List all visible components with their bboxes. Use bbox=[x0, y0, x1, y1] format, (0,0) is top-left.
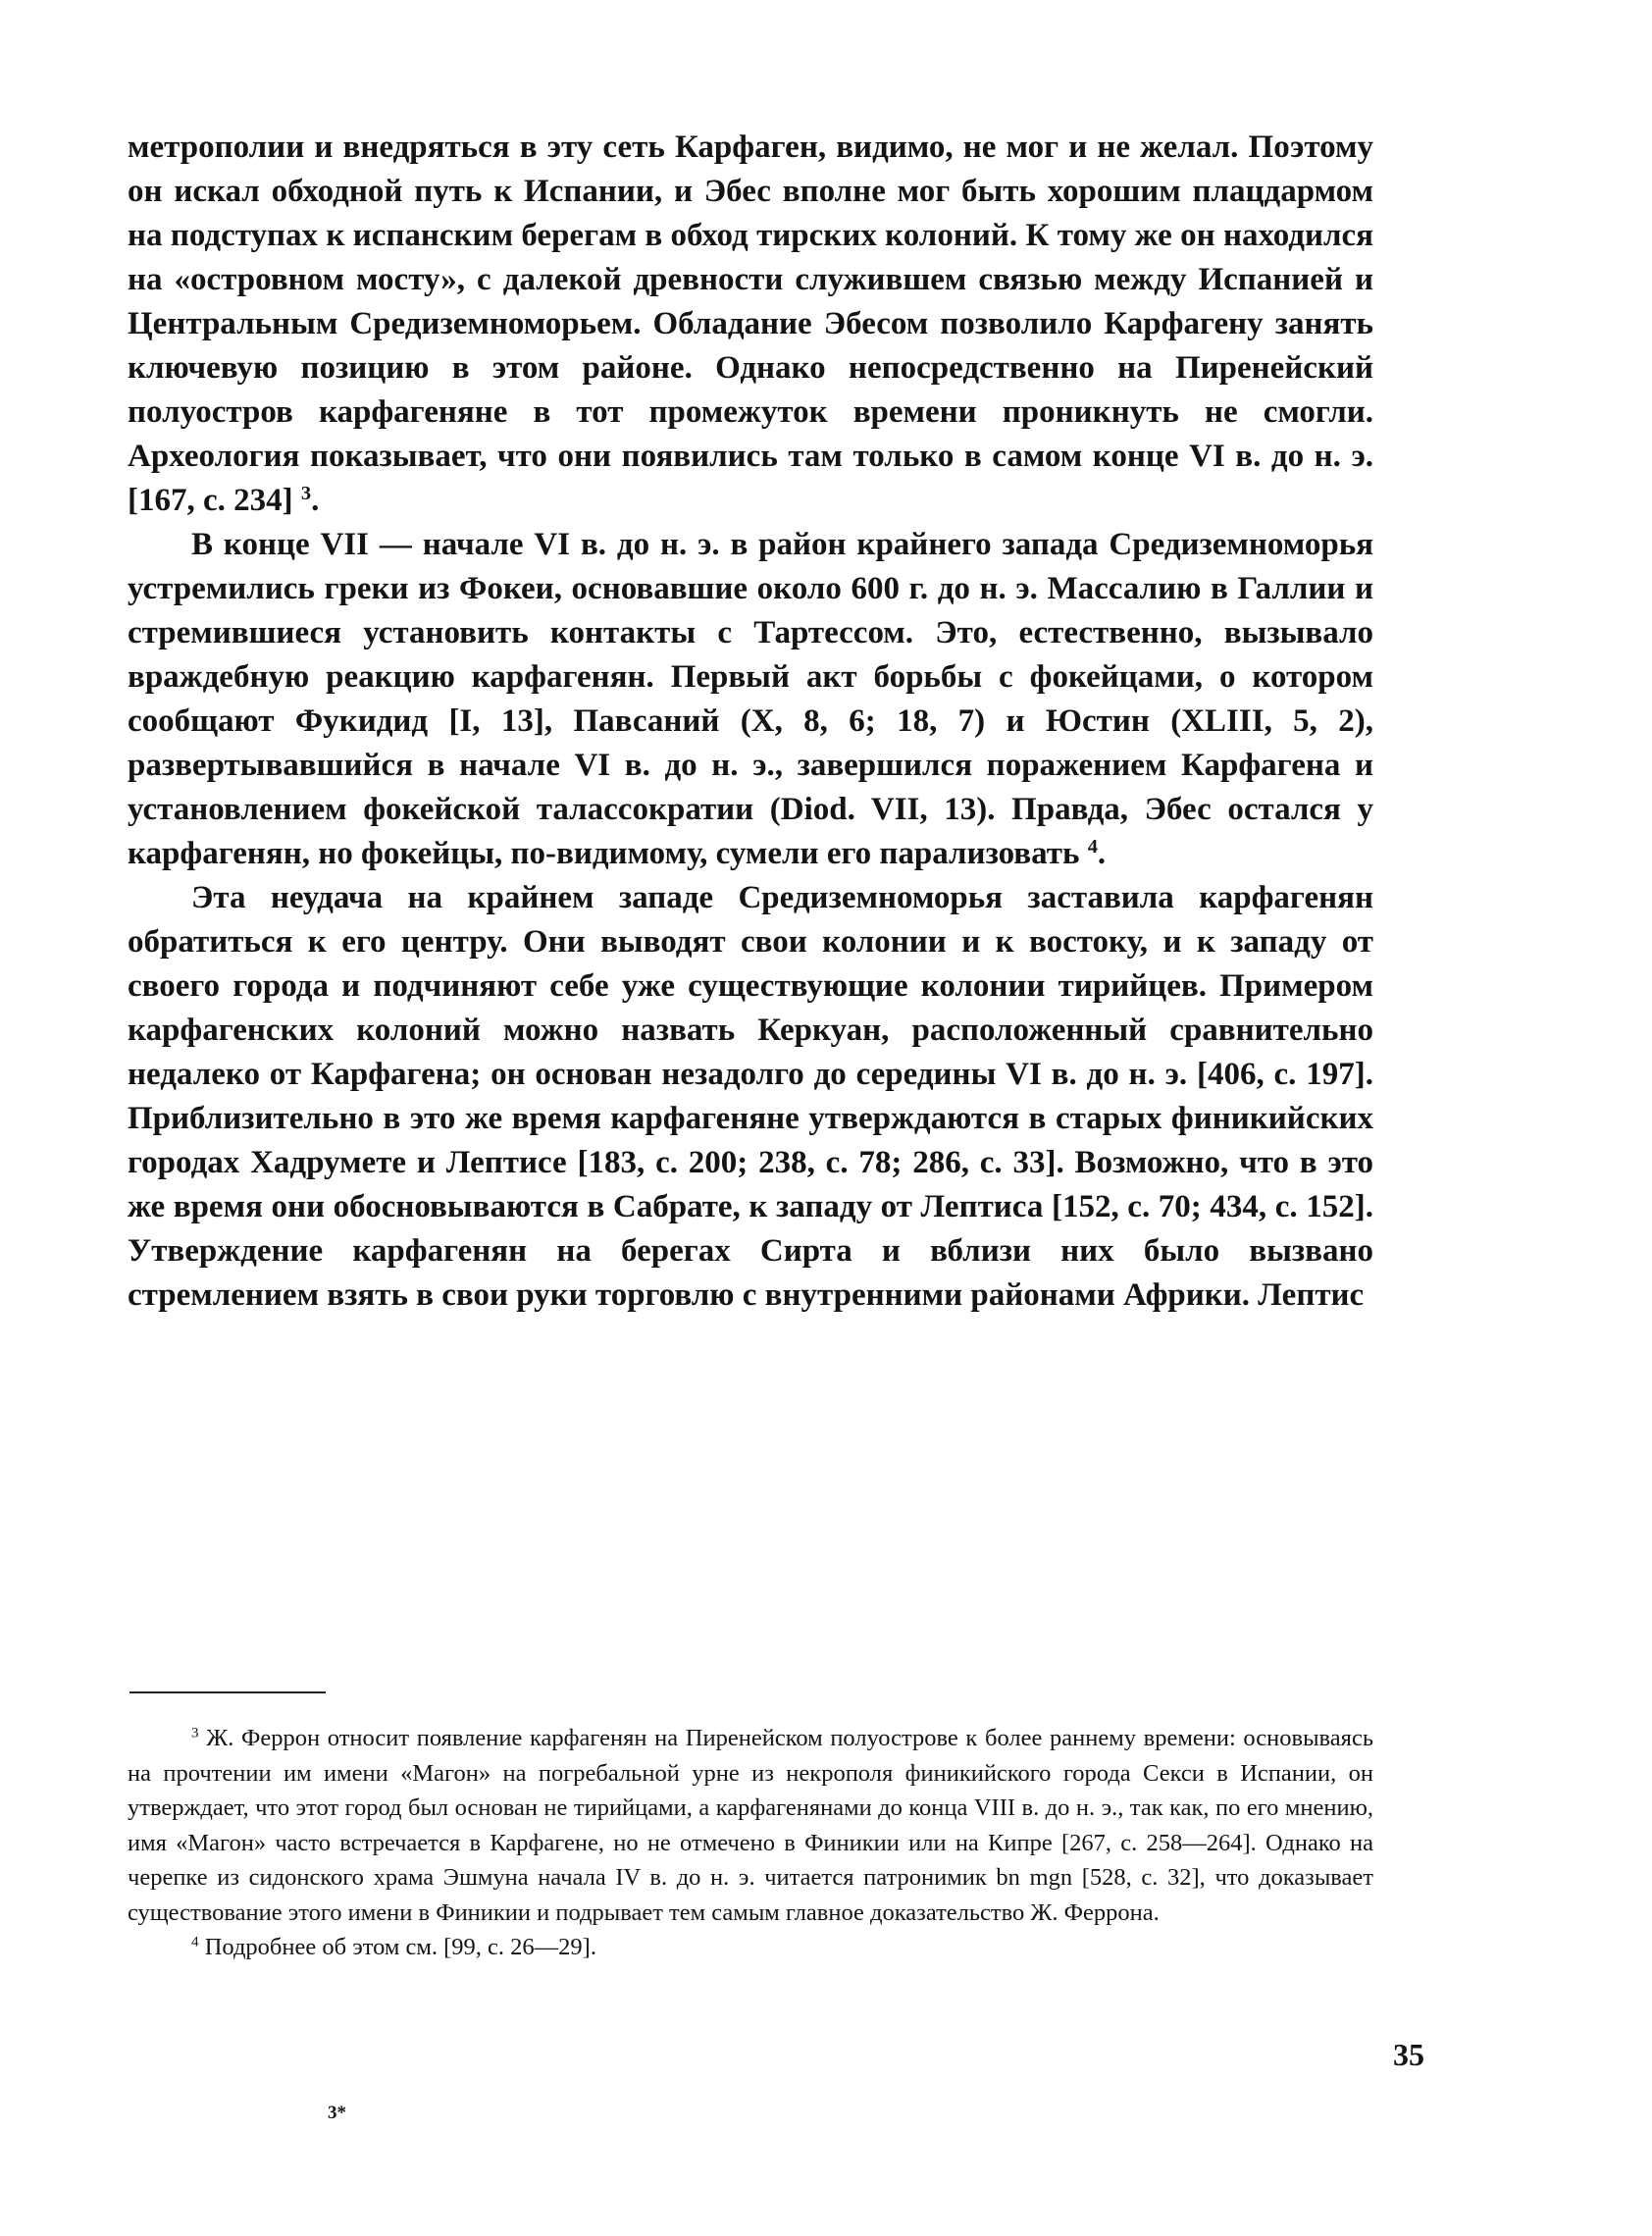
main-text bbox=[128, 126, 1373, 1318]
footnote-separator bbox=[129, 1691, 326, 1693]
footnote-4-number: 4 bbox=[191, 1933, 199, 1950]
footnote-4-text: Подробнее об этом см. [99, с. 26—29]. bbox=[204, 1934, 596, 1960]
paragraph-2: В конце VII — начале VI в. до н. э. в район крайнего запада Средиземноморья устремились греки из Фокеи, основавшие около 600 г. до н. э. Массалию в Галлии и стремившиеся установить контакты с Тартессом. Это, естественно, вызывало враждебную реакцию карфагенян. Первый акт борьбы с фокейцами, о котором сообщают Фукидид [I, 13], Павсаний (X, 8, 6; 18, 7) и Юстин (XLIII, 5, 2), развертывавшийся в начале VI в. до н. э., завершился поражением Карфагена и установлением фокейской талассократии (Diod. VII, 13). Правда, Эбес остался у карфагенян, но фокейцы, по-видимому, сумели его парализовать $^4$. bbox=[128, 527, 1373, 871]
paragraph-3-text: Эта неудача на крайнем западе Средиземноморья заставила карфагенян обратиться к его центру. Они выводят свои колонии и к востоку, и к западу от своего города и подчиняют себе уже существующие колонии тирийцев. Примером карфагенских колоний можно назвать Керкуан, расположенный сравнительно недалеко от Карфагена; он основан незадолго до середины VI в. до н. э. [406, с. 197]. Приблизительно в это же время карфагеняне утверждаются в старых финикийских городах Хадрумете и Лептисе [183, с. 200; 238, с. 78; 286, с. 33]. Возможно, что в это же время они обосновываются в Сабрате, к западу от Лептиса [152, с. 70; 434, с. 152]. Утверждение карфагенян на берегах Сирта и вблизи них было вызвано стремлением взять в свои руки торговлю с внутренними районами Африки. Лептис bbox=[128, 880, 1373, 1313]
page-number: 35 bbox=[1393, 2037, 1424, 2072]
note-ref-3: 3 bbox=[300, 482, 312, 504]
paragraph-3 bbox=[128, 876, 1373, 1318]
footnote-3-number: 3 bbox=[191, 1724, 199, 1742]
paragraph-1: метрополии и внедряться в эту сеть Карфаген, видимо, не мог и не желал. Поэтому он искал обходной путь к Испании, и Эбес вполне мог быть хорошим плацдармом на подступах к испанским берегам в обход тирских колоний. К тому же он находился на «островном мосту», с далекой древности служившем связью между Испанией и Центральным Средиземноморьем. Обладание Эбесом позволило Карфагену занять ключевую позицию в этом районе. Однако непосредственно на Пиренейский полуостров карфагеняне в тот промежуток времени проникнуть не смогли. Археология показывает, что они появились там только в самом конце VI в. до н. э. [167, с. 234] $^3$. bbox=[128, 130, 1373, 518]
footnote-3 bbox=[128, 1721, 1373, 1930]
footnote-4 bbox=[128, 1930, 1373, 1965]
signature-mark: 3* bbox=[328, 2103, 346, 2123]
footnotes bbox=[128, 1721, 1373, 1965]
paragraph-2-text: В конце VII — начале VI в. до н. э. в район крайнего запада Средиземноморья устремились греки из Фокеи, основавшие около 600 г. до н. э. Массалию в Галлии и стремившиеся установить контакты с Тартессом. Это, естественно, вызывало враждебную реакцию карфагенян. Первый акт борьбы с фокейцами, о котором сообщают Фукидид [I, 13], Павсаний (X, 8, 6; 18, 7) и Юстин (XLIII, 5, 2), развертывавшийся в начале VI в. до н. э., завершился поражением Карфагена и установлением фокейской талассократии (Diod. VII, 13). Правда, Эбес остался у карфагенян, но фокейцы, по-видимому, сумели его парализовать bbox=[128, 527, 1373, 871]
footnote-3-text: Ж. Феррон относит появление карфагенян на Пиренейском полуострове к более раннему времени: основываясь на прочтении им имени «Магон» на погребальной урне из некрополя финикийского города Секси в Испании, он утверждает, что этот город был основан не тирийцами, а карфагенянами до конца VIII в. до н. э., так как, по его мнению, имя «Магон» часто встречается в Карфагене, но не отмечено в Финикии или на Кипре [267, с. 258—264]. Однако на черепке из сидонского храма Эшмуна начала IV в. до н. э. читается патронимик bn mgn [528, с. 32], что доказывает существование этого имени в Финикии и подрывает тем самым главное доказательство Ж. Феррона. bbox=[128, 1725, 1373, 1926]
paragraph-1-text: метрополии и внедряться в эту сеть Карфаген, видимо, не мог и не желал. Поэтому он искал обходной путь к Испании, и Эбес вполне мог быть хорошим плацдармом на подступах к испанским берегам в обход тирских колоний. К тому же он находился на «островном мосту», с далекой древности служившем связью между Испанией и Центральным Средиземноморьем. Обладание Эбесом позволило Карфагену занять ключевую позицию в этом районе. Однако непосредственно на Пиренейский полуостров карфагеняне в тот промежуток времени проникнуть не смогли. Археология показывает, что они появились там только в самом конце VI в. до н. э. [167, с. 234] bbox=[128, 130, 1373, 518]
note-ref-4: 4 bbox=[1087, 835, 1098, 858]
